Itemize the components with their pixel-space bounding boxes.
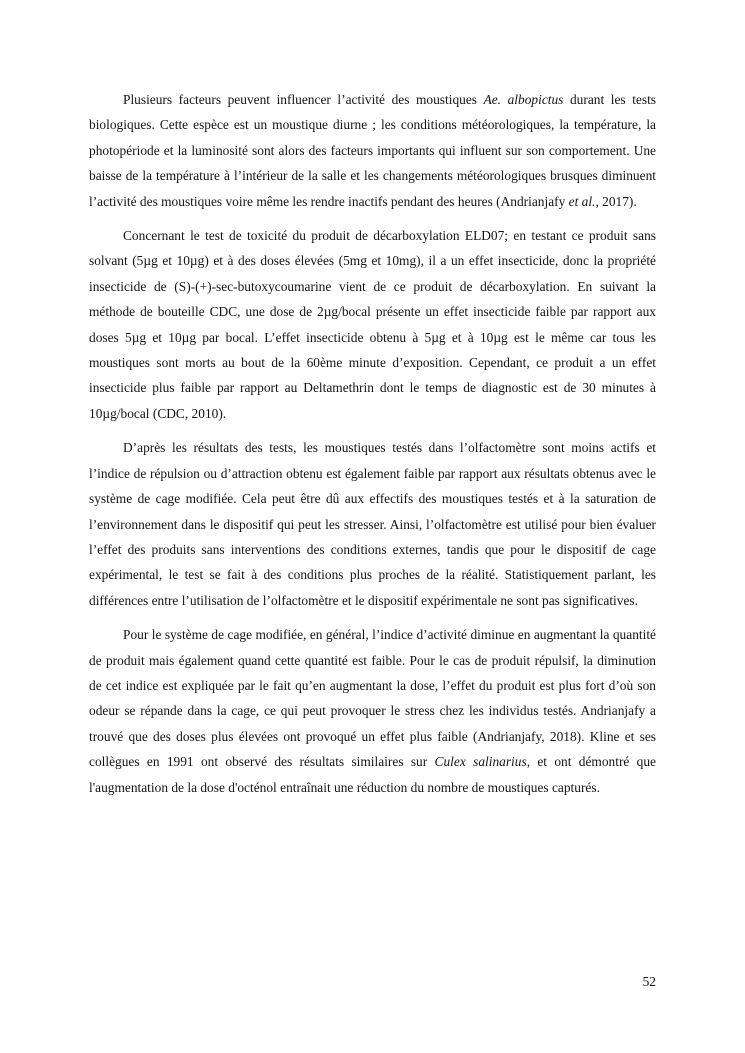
text-run: D’après les résultats des tests, les moustiques testés dans l’olfactomètre sont moins actifs et l’indice de répulsion ou d’attraction obtenu est également faible par rapport aux résultats obtenus avec le système de cage modifiée. Cela peut être dû aux effectifs des moustiques testés et à la saturation de l’environnement dans le dispositif qui peut les stresser. Ainsi, l’olfactomètre est utilisé pour bien évaluer l’effet des produits sans interventions des conditions externes, tandis que pour le dispositif de cage expérimental, le test se fait à des conditions plus proches de la réalité. Statistiquement parlant, les différences entre l’utilisation de l’olfactomètre et le dispositif expérimentale ne sont pas significatives.: [89, 440, 656, 608]
text-run: Plusieurs facteurs peuvent influencer l’activité des moustiques: [123, 92, 484, 107]
text-run: , 2017).: [595, 193, 637, 209]
citation-et-al: et al.: [568, 193, 596, 209]
text-run: durant les tests biologiques. Cette espèce est un moustique diurne ; les conditions météorologiques, la température, la photopériode et la luminosité sont alors des facteurs importants qui influent sur son comportement. Une baisse de la température à l’intérieur de la salle et les changements météorologiques brusques diminuent l’activité des moustiques voire même les rendre inactifs pendant des heures (Andrianjafy: [89, 92, 656, 209]
text-run: Concernant le test de toxicité du produit de décarboxylation ELD07; en testant ce produit sans solvant (5µg et 10µg) et à des doses élevées (5mg et 10mg), il a un effet insecticide, donc la propriété insecticide de (S)-(+)-sec-butoxycoumarine vient de ce produit de décarboxylation. En suivant la méthode de bouteille CDC, une dose de 2µg/bocal présente un effet insecticide faible par rapport aux doses 5µg et 10µg par bocal. L’effet insecticide obtenu à 5µg et à 10µg est le même car tous les moustiques sont morts au bout de la 60ème minute d’exposition. Cependant, ce produit a un effet insecticide plus faible par rapport au Deltamethrin dont le temps de diagnostic est de 30 minutes à 10µg/bocal (CDC, 2010).: [89, 228, 656, 421]
page-number: 52: [642, 974, 656, 989]
paragraph-1: [89, 87, 656, 214]
text-run: , et ont démontré que l'augmentation de la dose d'octénol entraînait une réduction du nombre de moustiques capturés.: [89, 754, 656, 795]
text-run: Pour le système de cage modifiée, en général, l’indice d’activité diminue en augmentant la quantité de produit mais également quand cette quantité est faible. Pour le cas de produit répulsif, la diminution de cet indice est expliquée par le fait qu’en augmentant la dose, l’effet du produit est plus fort d’où son odeur se répande dans la cage, ce qui peut provoquer le stress chez les individus testés. Andrianjafy a trouvé que des doses plus élevées ont provoqué un effet plus faible (Andrianjafy, 2018). Kline et ses collègues en 1991 ont observé des résultats similaires sur: [89, 627, 656, 770]
paragraph-2: [89, 223, 656, 426]
species-name: Culex salinarius: [434, 754, 527, 770]
body-text: [89, 87, 656, 800]
species-name: Ae. albopictus: [483, 92, 564, 107]
paragraph-4: [89, 622, 656, 800]
paragraph-3: [89, 435, 656, 613]
